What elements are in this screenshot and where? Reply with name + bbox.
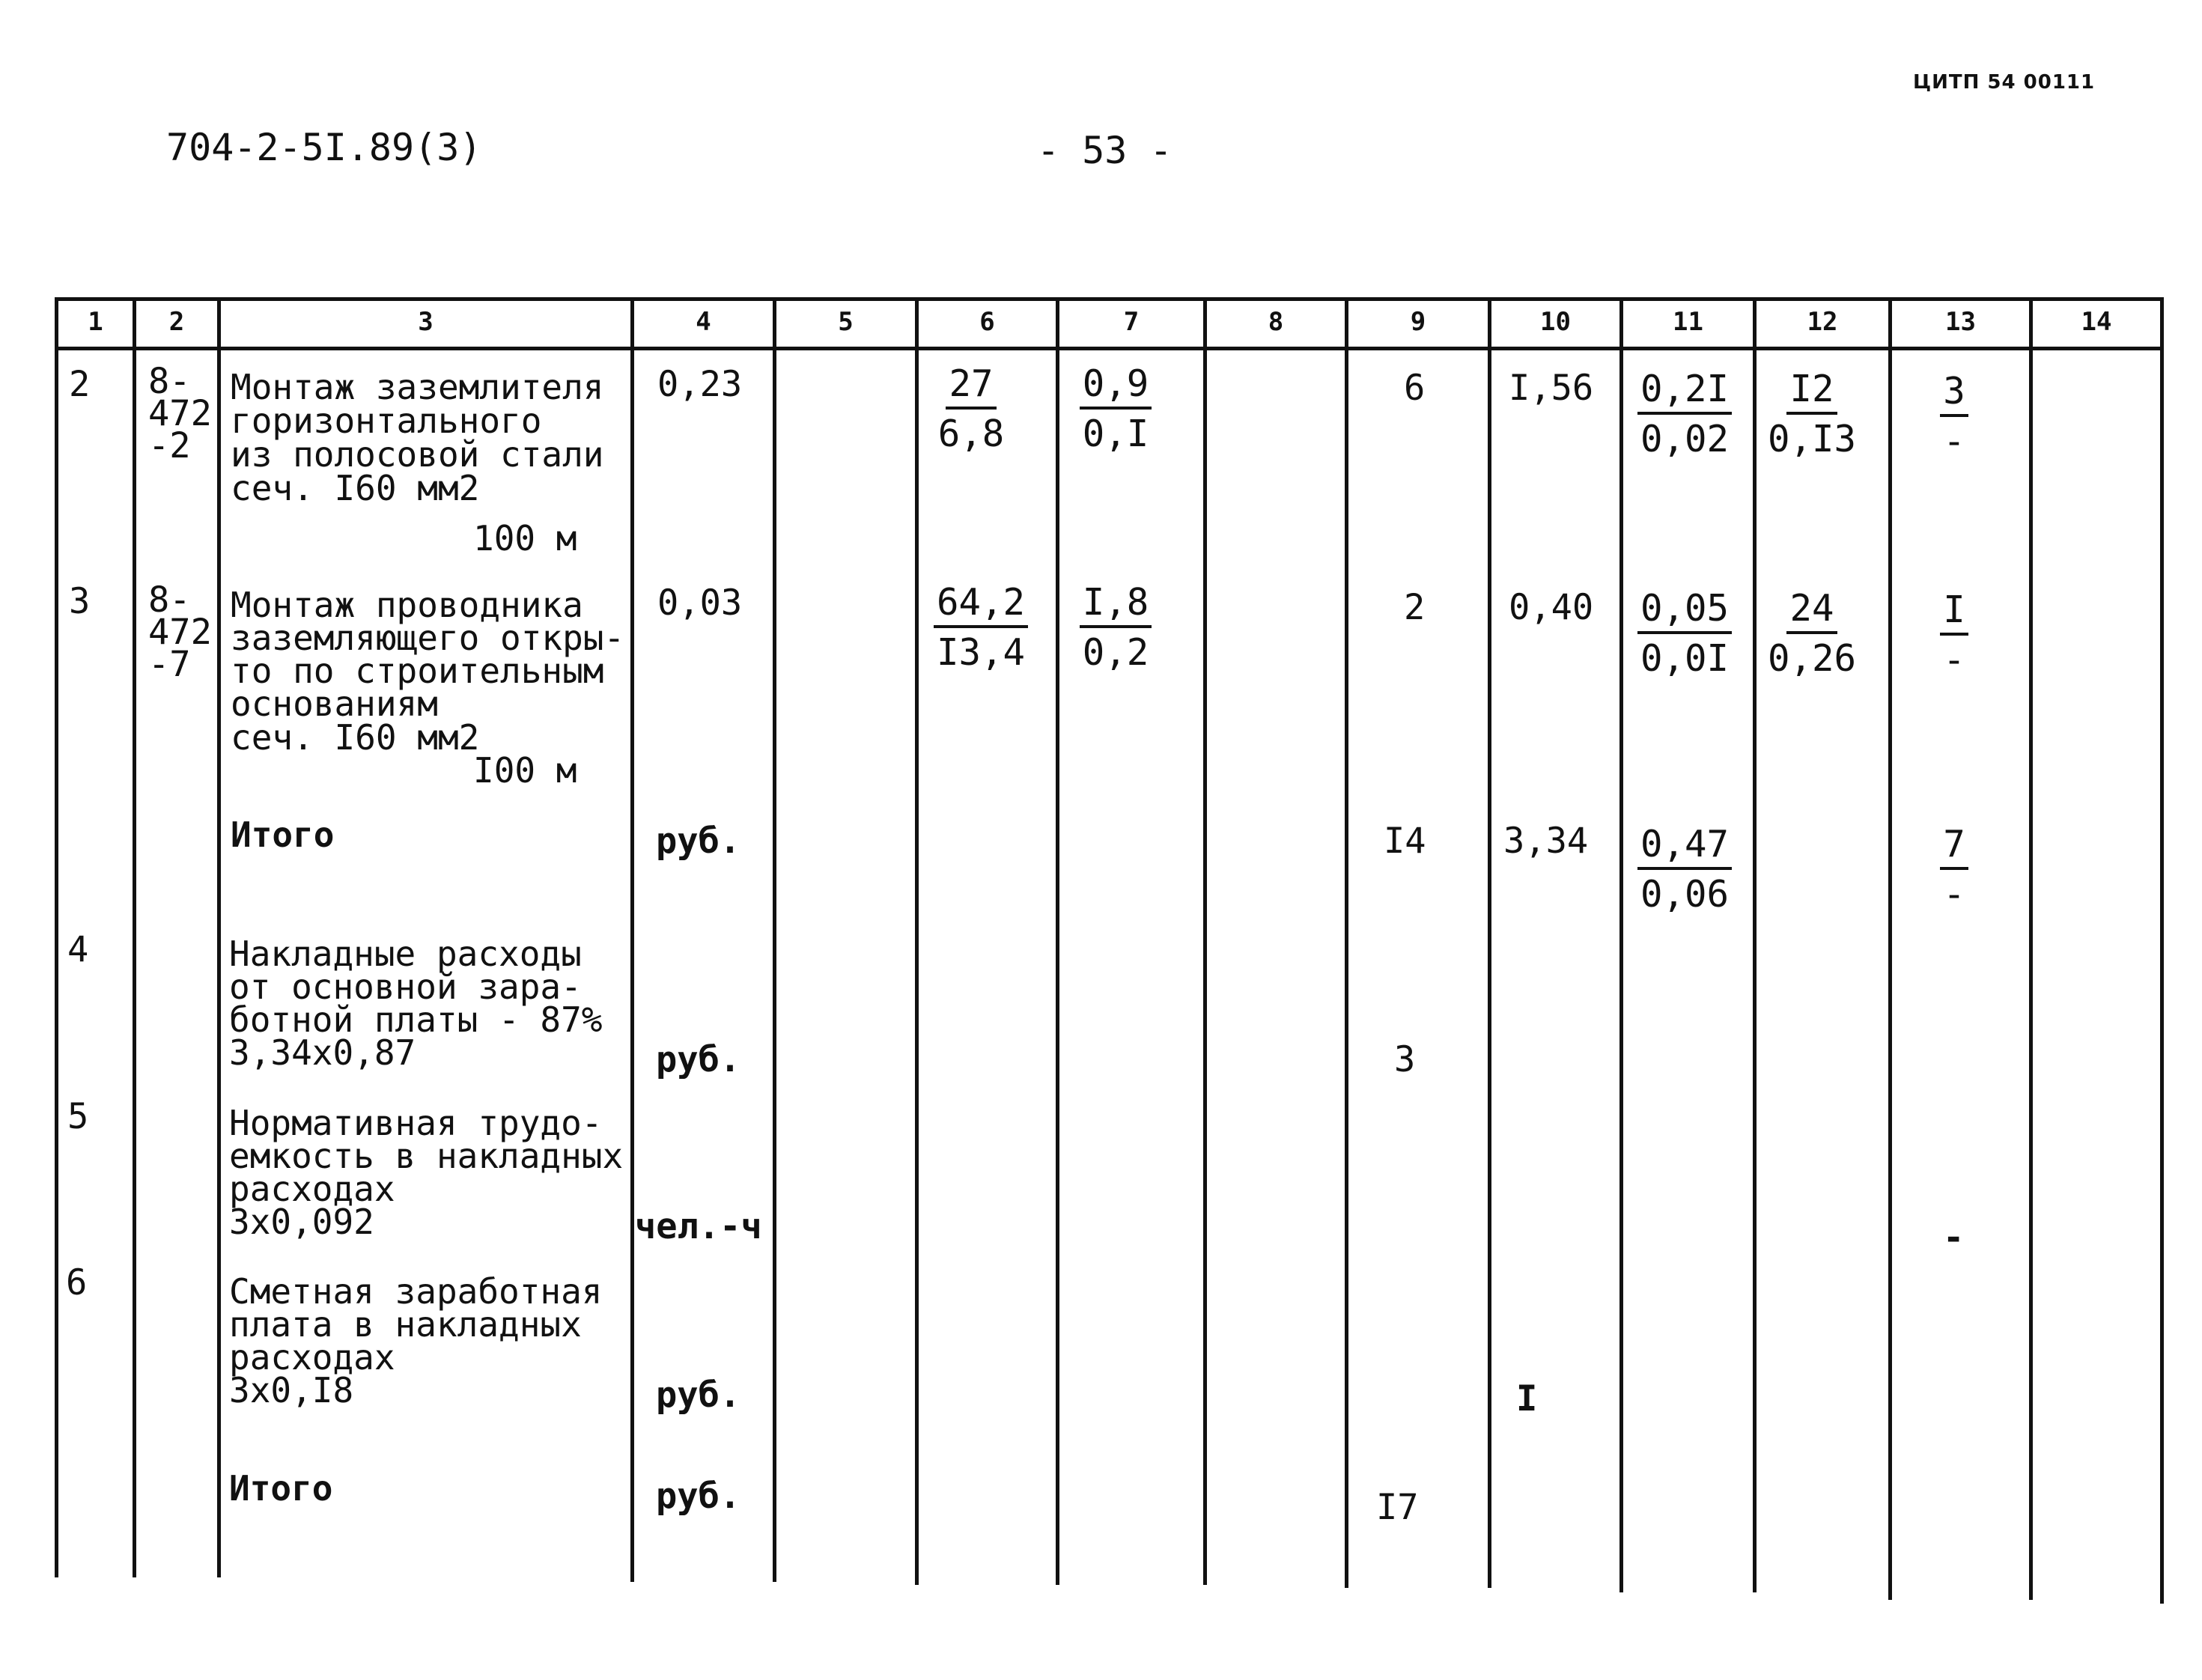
labor-fraction: $\frac{I2}{0,I3}$ [1767,368,1856,460]
column-header: 3 [418,307,434,337]
wage-value: 3,34 [1503,821,1589,862]
work-description: Монтаж заземлителя горизонтального из полосовой стали сеч. I60 мм2 [231,367,604,509]
column-header: 6 [979,307,995,337]
row-number: 3 [69,581,91,622]
column-header: 7 [1123,307,1140,337]
total-cost-value: 3 [1394,1039,1416,1080]
measure-unit: 100 м [473,518,577,559]
column-divider [1345,297,1348,1588]
unit-cost-fraction: $\frac{64,2}{I3,4}$ [928,584,1033,671]
column-divider [133,297,136,1577]
wage-value: I [1516,1378,1538,1419]
column-divider [1488,297,1491,1588]
measure-unit: I00 м [473,750,577,791]
column-header: 4 [696,307,711,337]
column-divider [2029,297,2033,1600]
total-cost-value: I7 [1376,1487,1419,1528]
wage-value: I,56 [1509,368,1594,409]
machine-cost-fraction: $\frac{0,2I}{0,02}$ [1636,371,1733,457]
column-divider [773,297,776,1582]
labor-total-value: - [1943,1217,1965,1259]
column-header: 5 [838,307,854,337]
row-number: 2 [69,364,91,405]
total-cost-value: 2 [1404,587,1426,628]
unit-cost-fraction: $\frac{I,8}{0,2}$ [1067,584,1164,671]
column-header: 9 [1410,307,1426,337]
column-divider [1619,297,1623,1592]
column-header: 10 [1540,307,1571,337]
column-divider [915,297,919,1585]
total-cost-value: I4 [1384,821,1426,862]
work-description: Накладные расходы от основной зара- ботной платы - 87% 3,34х0,87 [229,934,603,1074]
column-divider [1203,297,1207,1585]
document-number: 704-2-5I.89(3) [166,126,482,169]
header-bottom-border [56,347,2164,350]
table-top-border [56,297,2164,301]
column-header: 12 [1807,307,1838,337]
currency-unit: руб. [656,1375,741,1416]
wage-value: 0,40 [1509,587,1594,628]
subtotal-label: Итого [231,815,335,855]
currency-unit: руб. [656,1039,741,1080]
column-header: 11 [1673,307,1703,337]
row-number: 6 [66,1262,88,1303]
column-divider [1753,297,1757,1592]
column-header: 2 [168,307,185,337]
currency-unit: руб. [656,821,741,862]
total-cost-value: 6 [1404,368,1426,409]
column-header: 14 [2081,307,2112,337]
work-description: Нормативная трудо- емкость в накладных расходах 3х0,092 [229,1103,624,1243]
unit-cost-fraction: $\frac{0,9}{0,I}$ [1067,365,1164,452]
column-divider [1888,297,1892,1600]
norm-code: 8- 472 -2 [148,361,212,467]
column-divider [2160,297,2164,1604]
work-description: Монтаж проводника заземляющего откры- то по строительным основаниям сеч. I60 мм2 [231,585,625,758]
column-divider [55,297,58,1577]
row-number: 5 [67,1096,89,1137]
unit-cost-fraction: $\frac{27}{6,8}$ [937,362,1005,455]
column-header: 13 [1945,307,1976,337]
column-header: 1 [88,307,103,337]
column-divider [630,297,634,1582]
norm-code: 8- 472 -7 [148,579,212,686]
archive-stamp: ЦИТП 54 00111 [1913,71,2096,94]
currency-unit: руб. [656,1476,741,1517]
labor-total-fraction: I - [1917,591,1992,678]
work-description: Сметная заработная плата в накладных расходах 3х0,I8 [229,1271,603,1411]
quantity-value: 0,03 [657,582,743,624]
machine-cost-fraction: $\frac{0,05}{0,0I}$ [1636,590,1733,677]
page-number: - 53 - [1037,129,1173,172]
labor-total-fraction: 3 - [1917,373,1992,460]
column-divider [1056,297,1059,1585]
column-header: 8 [1268,307,1284,337]
column-divider [217,297,221,1577]
labor-total-fraction: 7 - [1917,826,1992,913]
row-number: 4 [67,929,89,970]
quantity-value: 0,23 [657,364,743,405]
machine-cost-fraction: $\frac{0,47}{0,06}$ [1636,826,1733,913]
subtotal-label: Итого [229,1468,333,1509]
labor-unit: чел.-ч [635,1206,762,1247]
labor-fraction: $\frac{24}{0,26}$ [1767,587,1856,680]
